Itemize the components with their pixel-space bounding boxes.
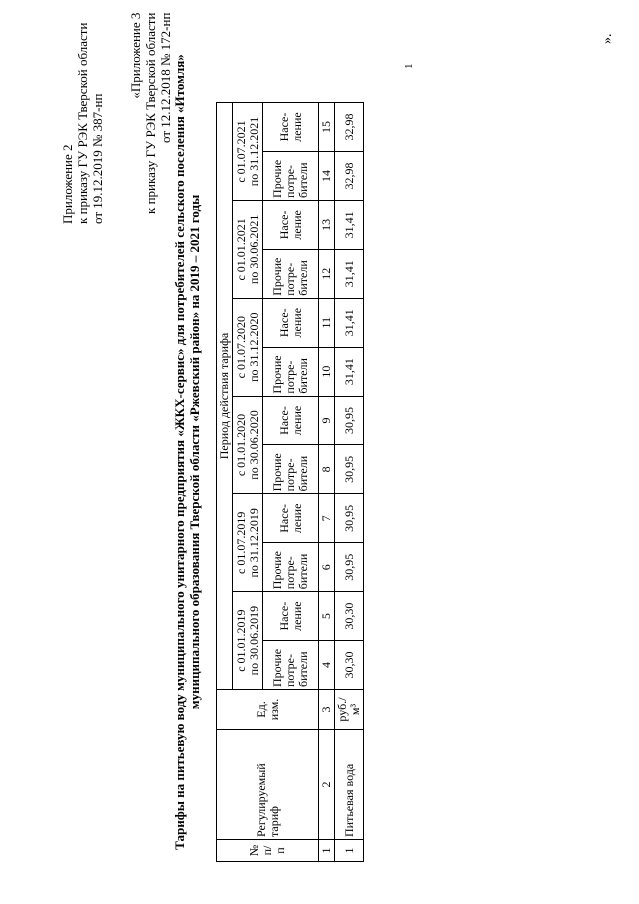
subheader-population: Насе- ление — [263, 200, 319, 249]
column-number: 4 — [319, 641, 335, 690]
column-number: 11 — [319, 298, 335, 347]
header-period: с 01.07.2021 по 31.12.2021 — [233, 103, 263, 201]
tariff-value: 30,95 — [335, 396, 364, 445]
tariff-value: 30,30 — [335, 641, 364, 690]
header-tariff: Регулируемый тариф — [217, 730, 319, 840]
tariff-value: 30,30 — [335, 592, 364, 641]
table-row — [335, 103, 364, 862]
column-number: 1 — [319, 840, 335, 862]
appendix-3-header — [128, 13, 173, 214]
header-number: № п/ п — [217, 840, 319, 862]
tariff-value: 31,41 — [335, 347, 364, 396]
tariff-value: 31,41 — [335, 200, 364, 249]
column-number: 15 — [319, 103, 335, 152]
subheader-other: Прочие потре- бители — [263, 543, 319, 592]
appendix-2-header — [60, 23, 105, 224]
subheader-other: Прочие потре- бители — [263, 347, 319, 396]
header-period-group: Период действия тарифа — [217, 103, 233, 690]
row-unit: руб./м³ — [335, 690, 364, 730]
column-number: 13 — [319, 200, 335, 249]
appendix-3-line-2: к приказу ГУ РЭК Тверской области — [143, 12, 158, 214]
column-number: 10 — [319, 347, 335, 396]
subheader-other: Прочие потре- бители — [263, 249, 319, 298]
column-number: 5 — [319, 592, 335, 641]
header-period: с 01.07.2020 по 31.12.2020 — [233, 298, 263, 396]
tariff-value: 31,41 — [335, 298, 364, 347]
tariff-value: 32,98 — [335, 103, 364, 152]
row-number: 1 — [335, 840, 364, 862]
column-number: 9 — [319, 396, 335, 445]
title-line-2: муниципального образования Тверской области «Ржевский район» на 2019 – 2021 годы — [187, 194, 202, 710]
header-period: с 01.01.2021 по 30.06.2021 — [233, 200, 263, 298]
appendix-3-line-1: «Приложение 3 — [128, 12, 143, 99]
tariff-table — [216, 102, 364, 862]
subheader-population: Насе- ление — [263, 396, 319, 445]
tariff-value: 30,95 — [335, 445, 364, 494]
subheader-population: Насе- ление — [263, 298, 319, 347]
header-period: с 01.07.2019 по 31.12.2019 — [233, 494, 263, 592]
column-number: 12 — [319, 249, 335, 298]
column-number: 6 — [319, 543, 335, 592]
subheader-other: Прочие потре- бители — [263, 641, 319, 690]
tariff-value: 31,41 — [335, 249, 364, 298]
header-period: с 01.01.2020 по 30.06.2020 — [233, 396, 263, 494]
column-number: 2 — [319, 730, 335, 840]
tariff-value: 30,95 — [335, 494, 364, 543]
header-unit: Ед. изм. — [217, 690, 319, 730]
tariff-value: 30,95 — [335, 543, 364, 592]
table-margin-mark: 1 — [403, 63, 415, 69]
closing-quote: ». — [600, 33, 615, 44]
title-line-1: Тарифы на питьевую воду муниципального унитарного предприятия «ЖКХ-сервис» для потребителей сельского поселения «Итомля» — [172, 54, 187, 850]
row-tariff-name: Питьевая вода — [335, 730, 364, 840]
tariff-value: 32,98 — [335, 152, 364, 201]
column-number: 8 — [319, 445, 335, 494]
subheader-population: Насе- ление — [263, 103, 319, 152]
header-period: с 01.01.2019 по 30.06.2019 — [233, 592, 263, 690]
appendix-2-line-3: от 19.12.2019 № 387-нп — [90, 93, 105, 224]
appendix-3-line-3: от 12.12.2018 № 172-нп — [158, 12, 173, 143]
column-number: 14 — [319, 152, 335, 201]
appendix-2-line-1: Приложение 2 — [60, 144, 75, 224]
subheader-population: Насе- ление — [263, 494, 319, 543]
subheader-population: Насе- ление — [263, 592, 319, 641]
column-number: 7 — [319, 494, 335, 543]
subheader-other: Прочие потре- бители — [263, 445, 319, 494]
appendix-2-line-2: к приказу ГУ РЭК Тверской области — [75, 22, 90, 224]
column-number: 3 — [319, 690, 335, 730]
subheader-other: Прочие потре- бители — [263, 152, 319, 201]
document-title — [172, 0, 202, 904]
